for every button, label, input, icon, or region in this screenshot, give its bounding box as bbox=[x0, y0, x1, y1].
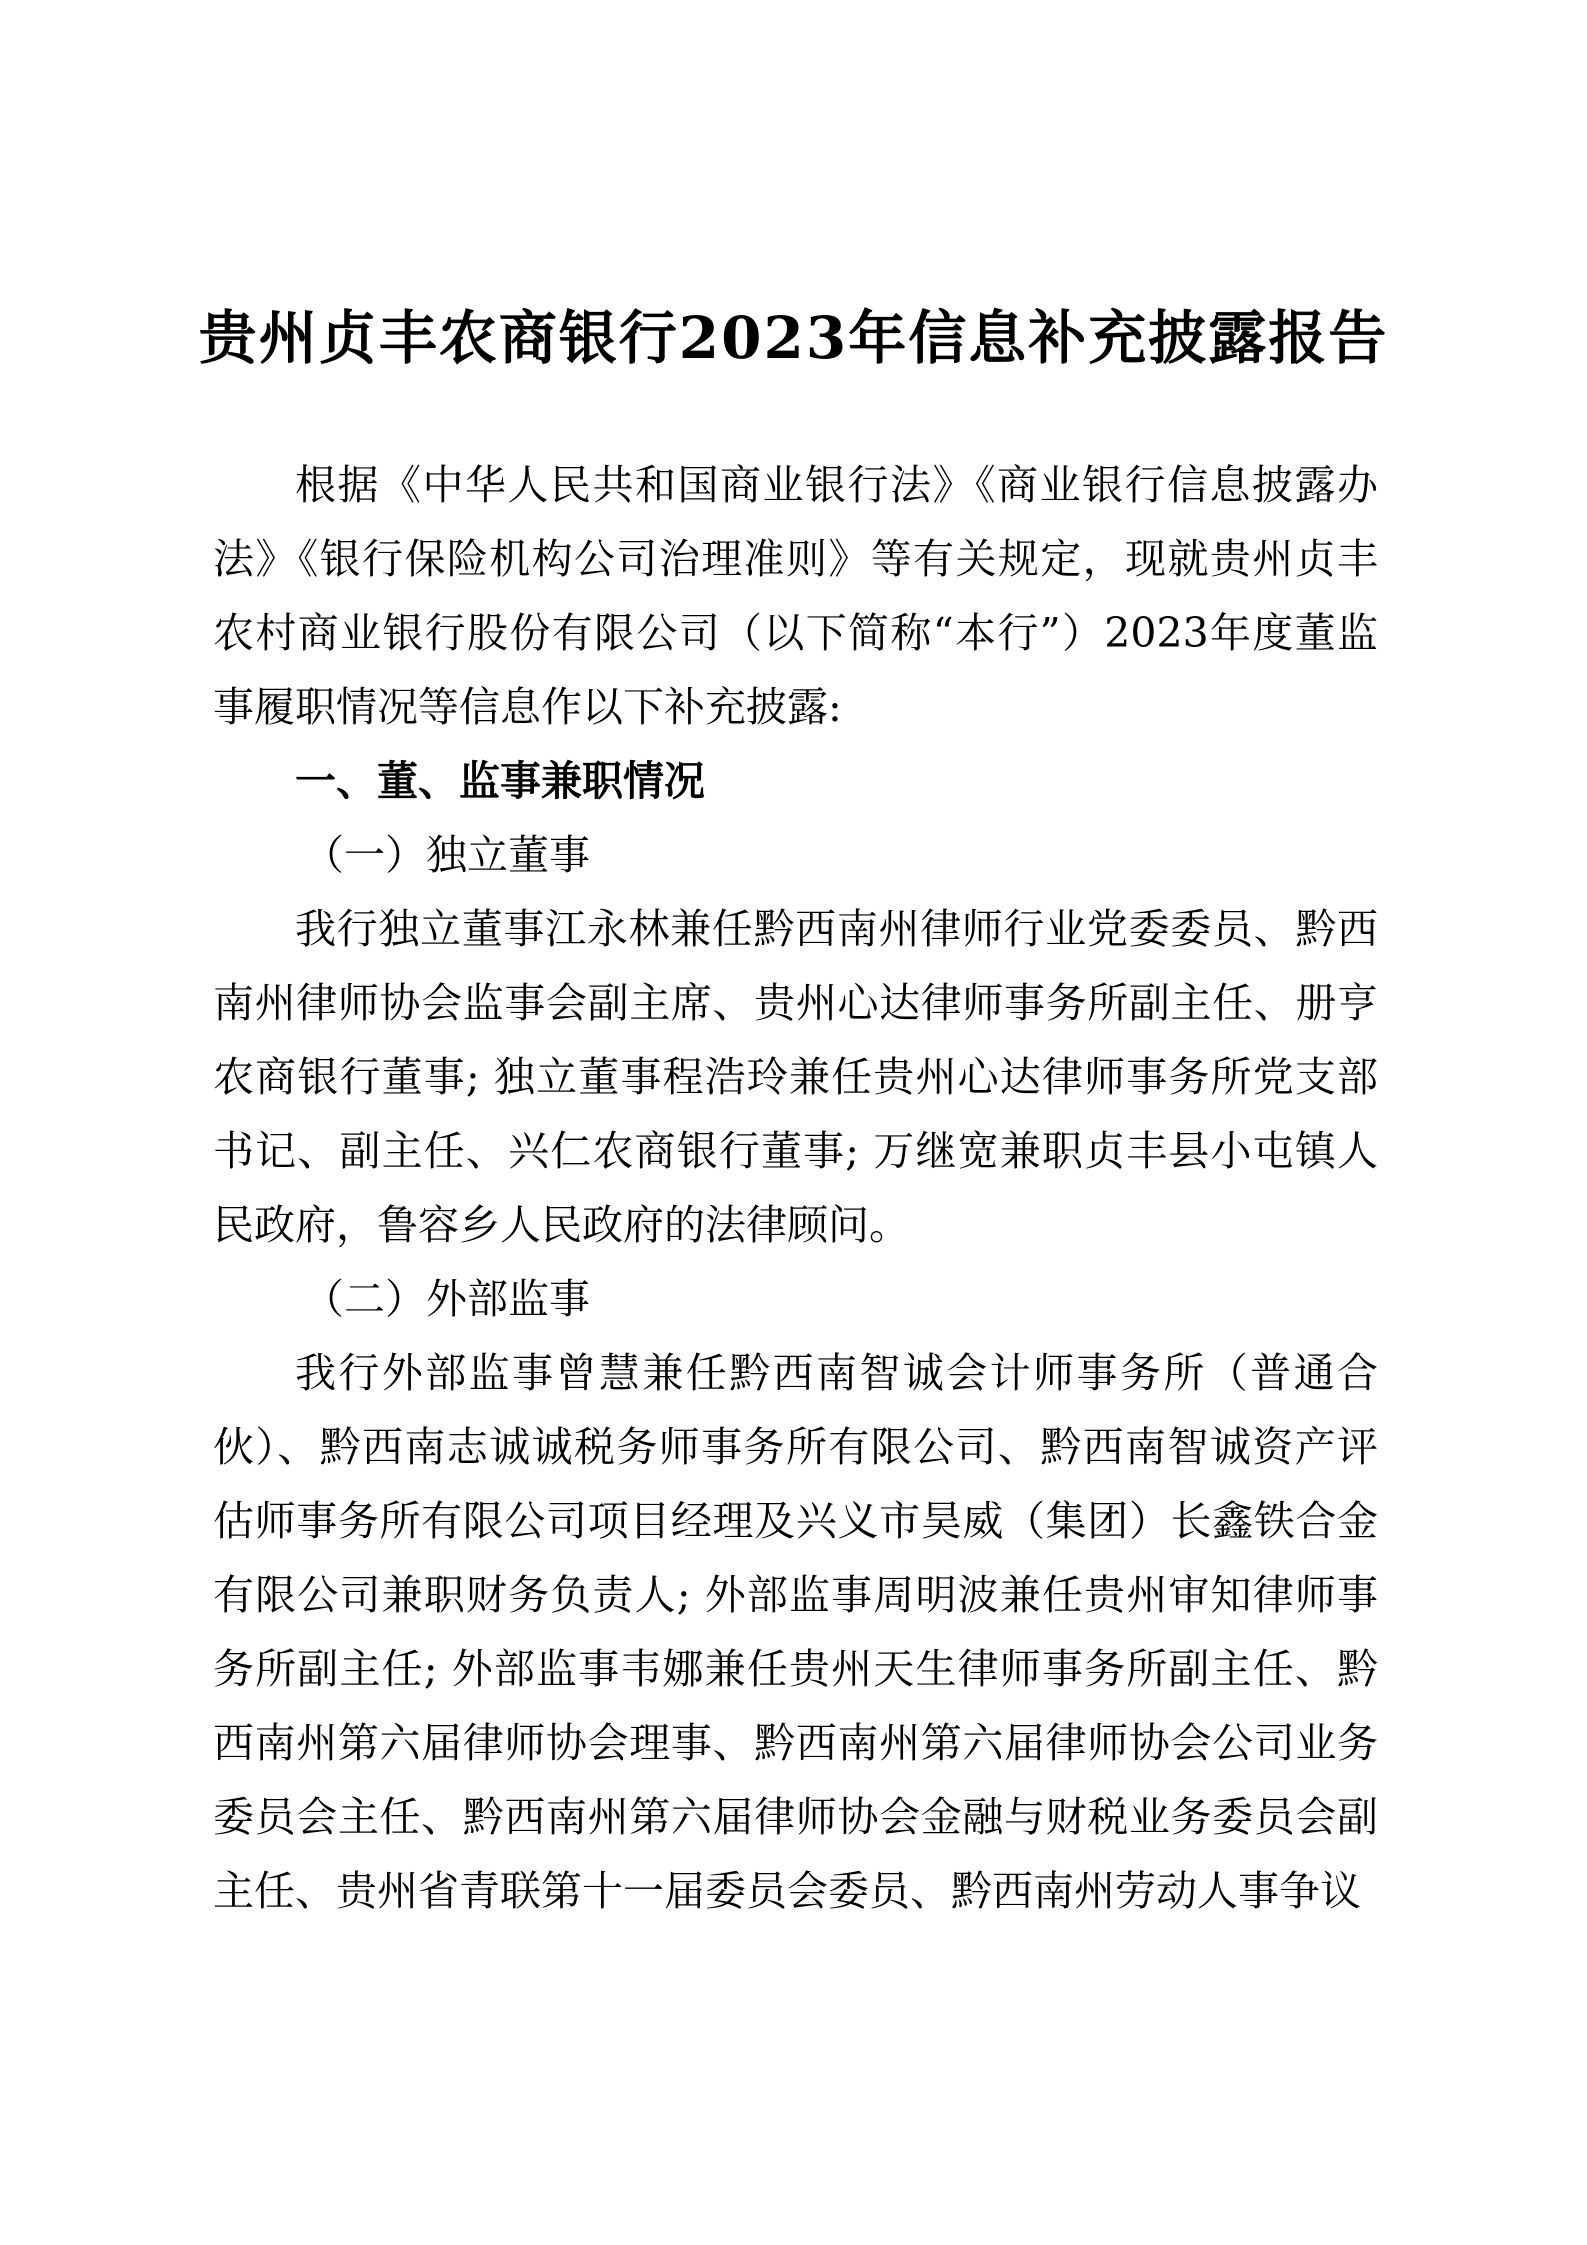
subsection-heading-external-supervisors: （二）外部监事 bbox=[303, 1275, 590, 1323]
document-body bbox=[213, 448, 1378, 1928]
document-title: 贵州贞丰农商银行2023年信息补充披露报告 bbox=[198, 304, 1389, 372]
independent-directors-paragraph: 我行独立董事江永林兼任黔西南州律师行业党委委员、黔西南州律师协会监事会副主席、贵州心达律师事务所副主任、册亨农商银行董事; 独立董事程浩玲兼任贵州心达律师事务所党支部书记、副主任、兴仁农商银行董事; 万继宽兼职贞丰县小屯镇人民政府，鲁容乡人民政府的法律顾问。 bbox=[213, 905, 1378, 1249]
external-supervisors-paragraph: 我行外部监事曾慧兼任黔西南智诚会计师事务所（普通合伙）、黔西南志诚诚税务师事务所有限公司、黔西南智诚资产评估师事务所有限公司项目经理及兴义市昊威（集团）长鑫铁合金有限公司兼职财务负责人; 外部监事周明波兼任贵州审知律师事务所副主任; 外部监事韦娜兼任贵州天生律师事务所副主任、黔西南州第六届律师协会理事、黔西南州第六届律师协会公司业务委员会主任、黔西南州第六届律师协会金融与财税业务委员会副主任、贵州省青联第十一届委员会委员、黔西南州劳动人事争议 bbox=[213, 1349, 1378, 1915]
subsection-heading-independent-directors: （一）独立董事 bbox=[303, 831, 590, 879]
intro-paragraph: 根据《中华人民共和国商业银行法》《商业银行信息披露办法》《银行保险机构公司治理准则》等有关规定，现就贵州贞丰农村商业银行股份有限公司（以下简称“本行”）2023年度董监事履职情况等信息作以下补充披露: bbox=[213, 461, 1378, 731]
section-heading: 一、董、监事兼职情况 bbox=[295, 757, 705, 805]
